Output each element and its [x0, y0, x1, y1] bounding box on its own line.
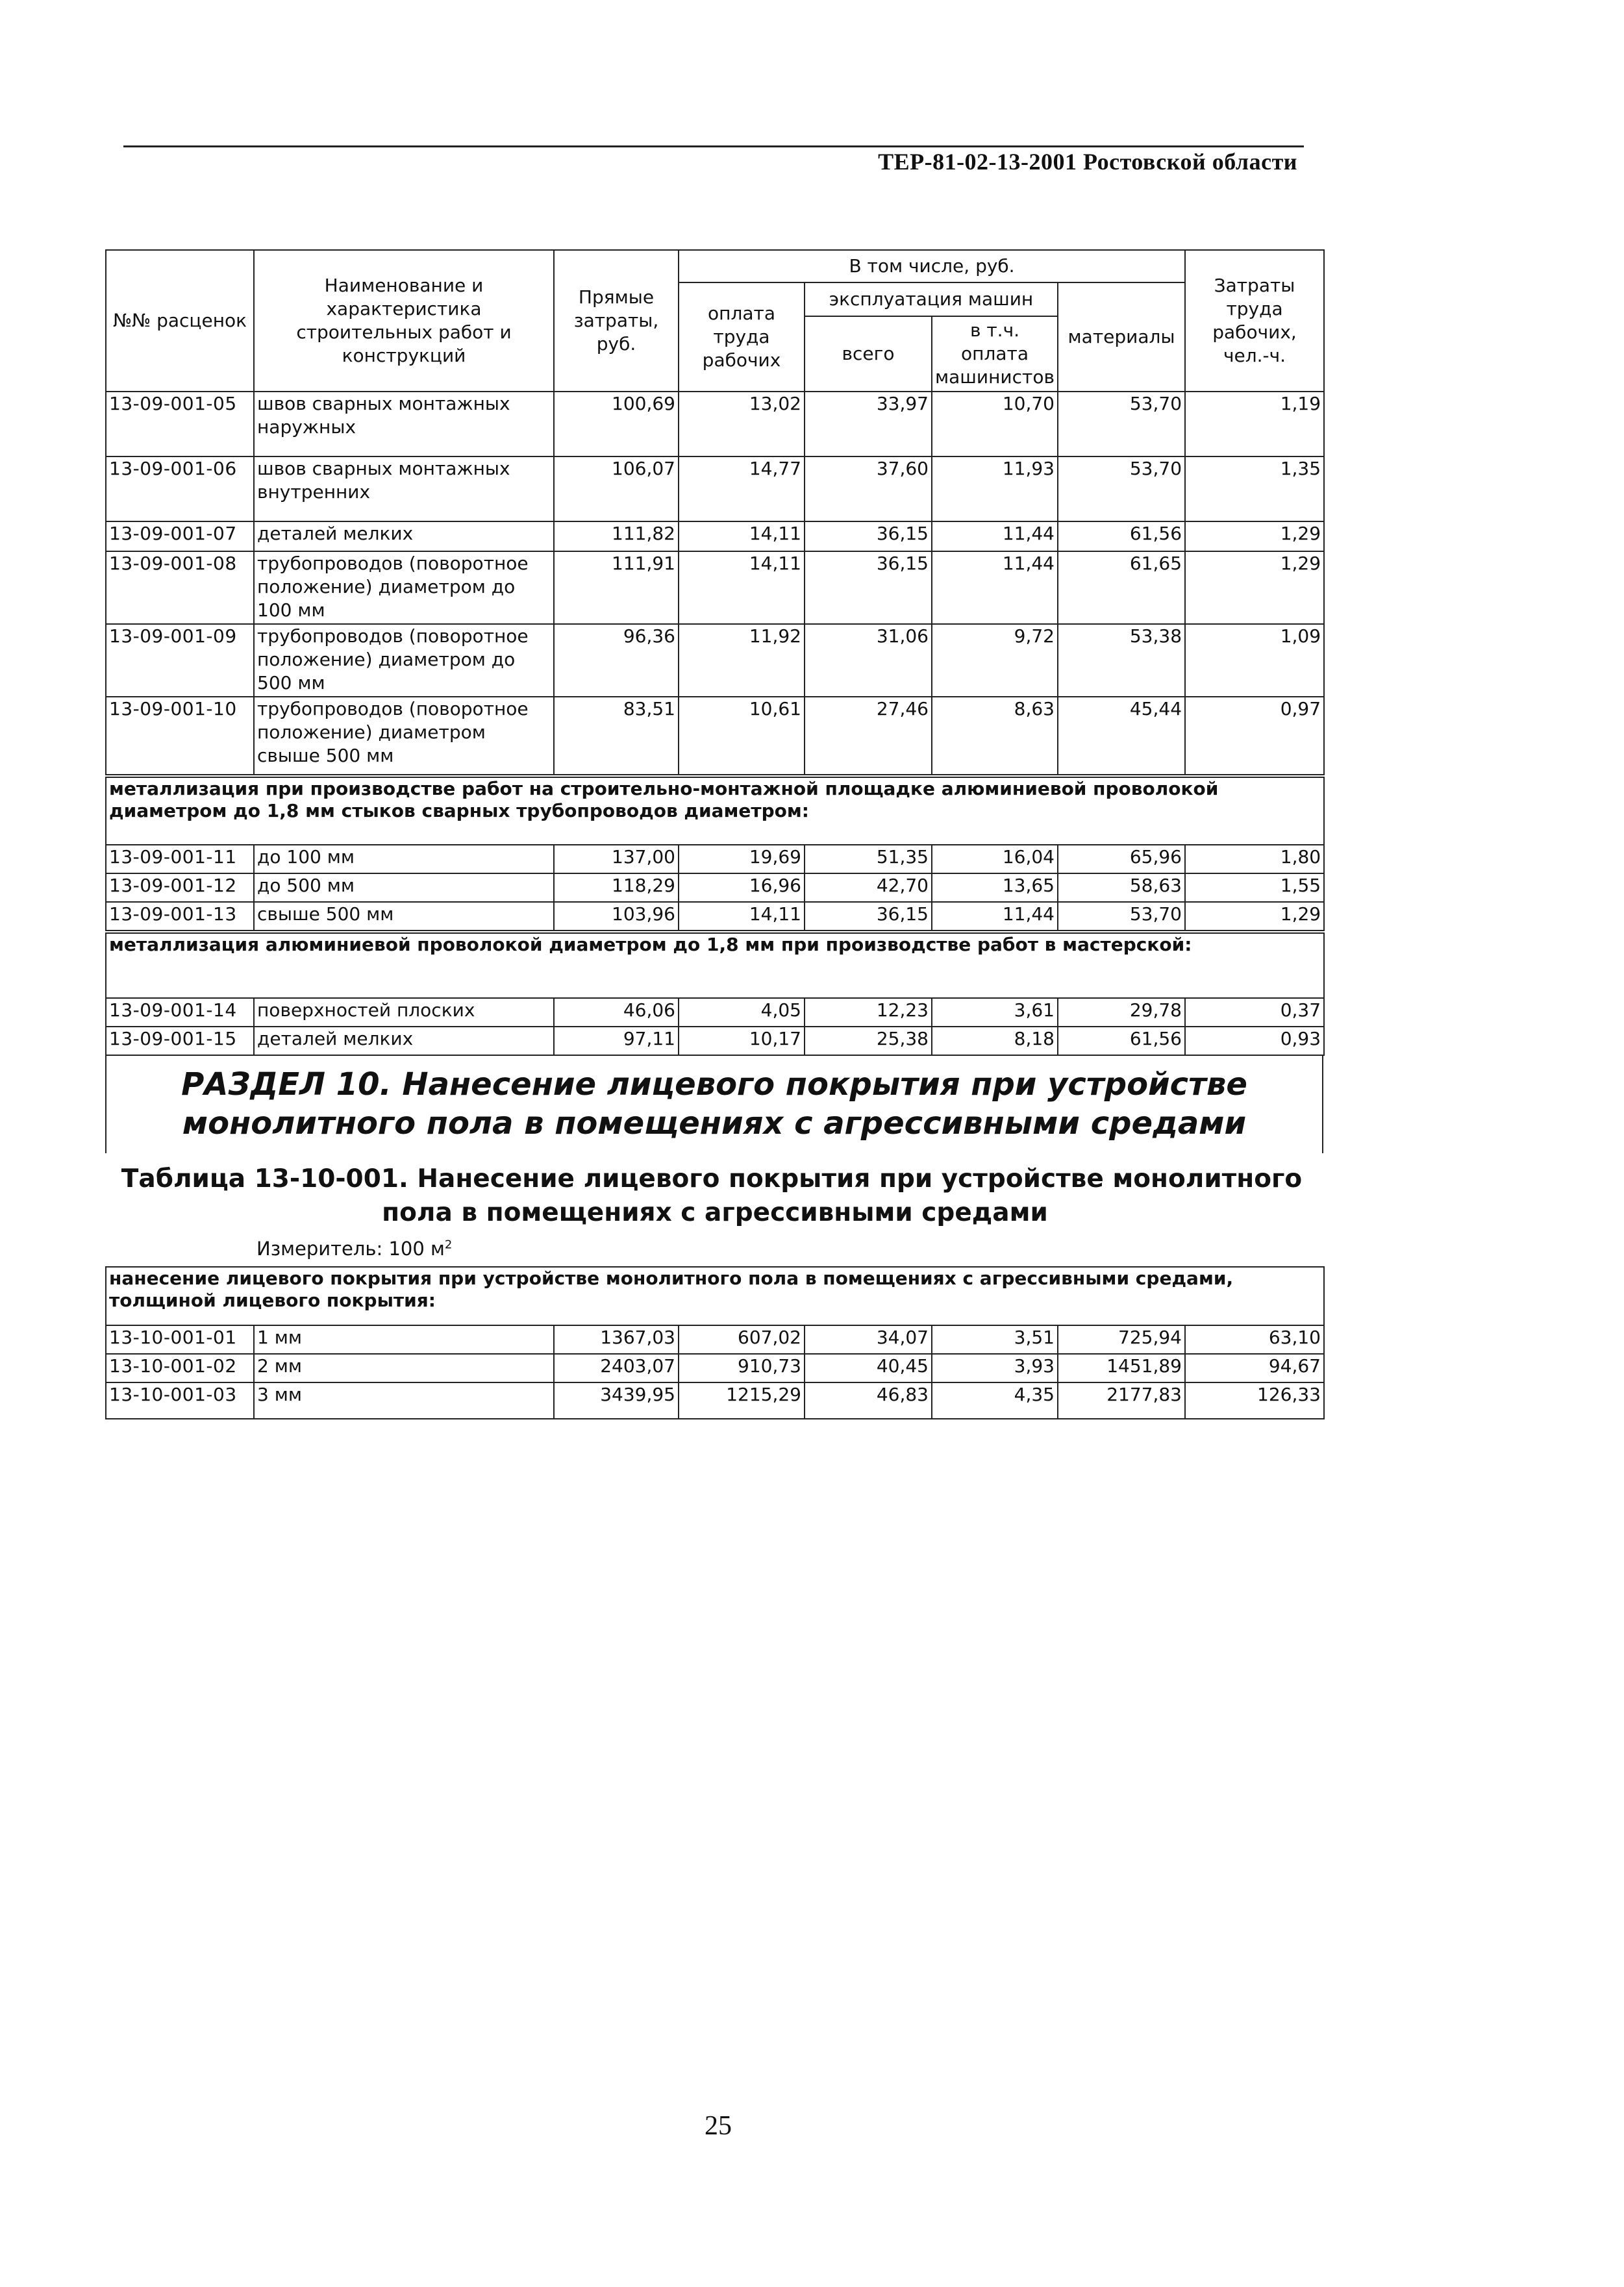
operators-wage-cell: 11,44	[932, 551, 1058, 624]
section-block	[105, 1056, 1323, 1153]
direct-cost-cell: 97,11	[554, 1027, 679, 1055]
direct-cost-cell: 111,82	[554, 521, 679, 551]
work-name-cell: поверхностей плоских	[254, 998, 554, 1027]
machines-total-cell: 34,07	[805, 1325, 932, 1354]
work-name-cell: деталей мелких	[254, 521, 554, 551]
meter-sup: 2	[444, 1238, 453, 1252]
materials-cost-cell: 53,70	[1058, 392, 1185, 456]
work-name-cell: швов сварных монтажных наружных	[254, 392, 554, 456]
work-name-cell: трубопроводов (поворотное положение) диаметром до 500 мм	[254, 624, 554, 697]
materials-cost-cell: 61,65	[1058, 551, 1185, 624]
col-direct-header: Прямые затраты, руб.	[554, 250, 679, 392]
col-name-header: Наименование и характеристика строительных работ и конструкций	[254, 250, 554, 392]
table-row	[106, 998, 1324, 1027]
wage-cost-cell: 10,61	[679, 697, 805, 775]
rate-code-cell: 13-09-001-05	[106, 392, 254, 456]
page-number: 25	[705, 2111, 732, 2141]
rows-b	[106, 845, 1324, 931]
unit-of-measure	[256, 1238, 452, 1260]
machines-total-cell: 33,97	[805, 392, 932, 456]
wage-cost-cell: 4,05	[679, 998, 805, 1027]
wage-cost-cell: 14,11	[679, 902, 805, 931]
wage-cost-cell: 13,02	[679, 392, 805, 456]
machines-total-cell: 40,45	[805, 1354, 932, 1382]
rate-code-cell: 13-09-001-09	[106, 624, 254, 697]
rate-code-cell: 13-09-001-10	[106, 697, 254, 775]
operators-wage-cell: 4,35	[932, 1382, 1058, 1419]
direct-cost-cell: 83,51	[554, 697, 679, 775]
operators-wage-cell: 11,44	[932, 902, 1058, 931]
operators-wage-cell: 3,61	[932, 998, 1058, 1027]
table-row	[106, 697, 1324, 775]
rates-table	[105, 249, 1325, 775]
labor-hours-cell: 1,19	[1185, 392, 1324, 456]
table-row	[106, 551, 1324, 624]
direct-cost-cell: 111,91	[554, 551, 679, 624]
col-code-header: №№ расценок	[106, 250, 254, 392]
work-name-cell: до 100 мм	[254, 845, 554, 873]
labor-hours-cell: 1,29	[1185, 521, 1324, 551]
col-operators-header: в т.ч. оплата машинистов	[932, 316, 1058, 392]
rate-code-cell: 13-09-001-07	[106, 521, 254, 551]
rows-c	[106, 998, 1324, 1055]
direct-cost-cell: 3439,95	[554, 1382, 679, 1419]
labor-hours-cell: 1,35	[1185, 456, 1324, 521]
direct-cost-cell: 100,69	[554, 392, 679, 456]
labor-hours-cell: 1,29	[1185, 551, 1324, 624]
operators-wage-cell: 10,70	[932, 392, 1058, 456]
machines-total-cell: 25,38	[805, 1027, 932, 1055]
group-d-title: нанесение лицевого покрытия при устройстве монолитного пола в помещениях с агрессивными средами, толщиной лицевого покрытия:	[106, 1267, 1324, 1325]
table-row	[106, 1027, 1324, 1055]
group-b-title: металлизация при производстве работ на строительно-монтажной площадке алюминиевой проволокой диаметром до 1,8 мм стыков сварных трубопроводов диаметром:	[106, 777, 1324, 845]
machines-total-cell: 36,15	[805, 551, 932, 624]
wage-cost-cell: 14,77	[679, 456, 805, 521]
machines-total-cell: 31,06	[805, 624, 932, 697]
rate-code-cell: 13-09-001-12	[106, 873, 254, 902]
work-name-cell: 3 мм	[254, 1382, 554, 1419]
labor-hours-cell: 1,80	[1185, 845, 1324, 873]
labor-hours-cell: 126,33	[1185, 1382, 1324, 1419]
machines-total-cell: 27,46	[805, 697, 932, 775]
rate-code-cell: 13-09-001-08	[106, 551, 254, 624]
operators-wage-cell: 13,65	[932, 873, 1058, 902]
wage-cost-cell: 910,73	[679, 1354, 805, 1382]
table-row	[106, 873, 1324, 902]
labor-hours-cell: 1,09	[1185, 624, 1324, 697]
group-c-title: металлизация алюминиевой проволокой диаметром до 1,8 мм при производстве работ в мастерской:	[106, 933, 1324, 998]
rate-code-cell: 13-10-001-03	[106, 1382, 254, 1419]
rate-code-cell: 13-09-001-06	[106, 456, 254, 521]
group-b-table	[105, 777, 1325, 931]
labor-hours-cell: 1,29	[1185, 902, 1324, 931]
materials-cost-cell: 45,44	[1058, 697, 1185, 775]
rate-code-cell: 13-10-001-01	[106, 1325, 254, 1354]
machines-total-cell: 42,70	[805, 873, 932, 902]
materials-cost-cell: 61,56	[1058, 521, 1185, 551]
work-name-cell: 2 мм	[254, 1354, 554, 1382]
table-row	[106, 1382, 1324, 1419]
operators-wage-cell: 9,72	[932, 624, 1058, 697]
operators-wage-cell: 8,18	[932, 1027, 1058, 1055]
rows-d	[106, 1325, 1324, 1419]
materials-cost-cell: 1451,89	[1058, 1354, 1185, 1382]
col-labor-header: Затраты труда рабочих, чел.-ч.	[1185, 250, 1324, 392]
direct-cost-cell: 118,29	[554, 873, 679, 902]
table-row	[106, 902, 1324, 931]
wage-cost-cell: 19,69	[679, 845, 805, 873]
materials-cost-cell: 65,96	[1058, 845, 1185, 873]
operators-wage-cell: 3,93	[932, 1354, 1058, 1382]
materials-cost-cell: 53,70	[1058, 902, 1185, 931]
header-rule	[123, 145, 1304, 147]
operators-wage-cell: 11,44	[932, 521, 1058, 551]
work-name-cell: швов сварных монтажных внутренних	[254, 456, 554, 521]
document-title: ТЕР-81-02-13-2001 Ростовской области	[878, 149, 1297, 175]
direct-cost-cell: 1367,03	[554, 1325, 679, 1354]
col-wage-header: оплата труда рабочих	[679, 282, 805, 392]
operators-wage-cell: 3,51	[932, 1325, 1058, 1354]
rows-a	[106, 392, 1324, 775]
materials-cost-cell: 725,94	[1058, 1325, 1185, 1354]
machines-total-cell: 51,35	[805, 845, 932, 873]
table-row	[106, 1325, 1324, 1354]
rate-code-cell: 13-09-001-13	[106, 902, 254, 931]
work-name-cell: до 500 мм	[254, 873, 554, 902]
section-title: РАЗДЕЛ 10. Нанесение лицевого покрытия при устройстве монолитного пола в помещениях с агрессивными средами	[181, 1066, 1247, 1142]
rate-code-cell: 13-09-001-15	[106, 1027, 254, 1055]
wage-cost-cell: 11,92	[679, 624, 805, 697]
group-machines-header: эксплуатация машин	[805, 282, 1058, 316]
materials-cost-cell: 53,70	[1058, 456, 1185, 521]
operators-wage-cell: 16,04	[932, 845, 1058, 873]
labor-hours-cell: 0,93	[1185, 1027, 1324, 1055]
work-name-cell: свыше 500 мм	[254, 902, 554, 931]
group-c-table	[105, 932, 1325, 1056]
rate-code-cell: 13-09-001-11	[106, 845, 254, 873]
rate-code-cell: 13-10-001-02	[106, 1354, 254, 1382]
table-row	[106, 845, 1324, 873]
machines-total-cell: 36,15	[805, 902, 932, 931]
wage-cost-cell: 14,11	[679, 521, 805, 551]
wage-cost-cell: 1215,29	[679, 1382, 805, 1419]
table-row	[106, 392, 1324, 456]
direct-cost-cell: 46,06	[554, 998, 679, 1027]
rate-code-cell: 13-09-001-14	[106, 998, 254, 1027]
direct-cost-cell: 96,36	[554, 624, 679, 697]
wage-cost-cell: 16,96	[679, 873, 805, 902]
wage-cost-cell: 14,11	[679, 551, 805, 624]
wage-cost-cell: 10,17	[679, 1027, 805, 1055]
materials-cost-cell: 2177,83	[1058, 1382, 1185, 1419]
work-name-cell: деталей мелких	[254, 1027, 554, 1055]
labor-hours-cell: 94,67	[1185, 1354, 1324, 1382]
operators-wage-cell: 11,93	[932, 456, 1058, 521]
labor-hours-cell: 63,10	[1185, 1325, 1324, 1354]
labor-hours-cell: 0,97	[1185, 697, 1324, 775]
table-row	[106, 624, 1324, 697]
materials-cost-cell: 58,63	[1058, 873, 1185, 902]
labor-hours-cell: 1,55	[1185, 873, 1324, 902]
machines-total-cell: 46,83	[805, 1382, 932, 1419]
wage-cost-cell: 607,02	[679, 1325, 805, 1354]
labor-hours-cell: 0,37	[1185, 998, 1324, 1027]
machines-total-cell: 12,23	[805, 998, 932, 1027]
materials-cost-cell: 61,56	[1058, 1027, 1185, 1055]
work-name-cell: 1 мм	[254, 1325, 554, 1354]
group-incl-header: В том числе, руб.	[679, 250, 1185, 282]
col-materials-header: материалы	[1058, 282, 1185, 392]
materials-cost-cell: 53,38	[1058, 624, 1185, 697]
work-name-cell: трубопроводов (поворотное положение) диаметром свыше 500 мм	[254, 697, 554, 775]
meter-label: Измеритель: 100 м	[256, 1238, 445, 1260]
machines-total-cell: 37,60	[805, 456, 932, 521]
direct-cost-cell: 106,07	[554, 456, 679, 521]
work-name-cell: трубопроводов (поворотное положение) диаметром до 100 мм	[254, 551, 554, 624]
table-title: Таблица 13-10-001. Нанесение лицевого покрытия при устройстве монолитного пола в помещениях с агрессивными средами	[121, 1164, 1303, 1227]
direct-cost-cell: 103,96	[554, 902, 679, 931]
materials-cost-cell: 29,78	[1058, 998, 1185, 1027]
direct-cost-cell: 2403,07	[554, 1354, 679, 1382]
col-total-header: всего	[805, 316, 932, 392]
table-row	[106, 521, 1324, 551]
table-row	[106, 456, 1324, 521]
machines-total-cell: 36,15	[805, 521, 932, 551]
table-row	[106, 1354, 1324, 1382]
group-d-table	[105, 1266, 1325, 1419]
operators-wage-cell: 8,63	[932, 697, 1058, 775]
direct-cost-cell: 137,00	[554, 845, 679, 873]
